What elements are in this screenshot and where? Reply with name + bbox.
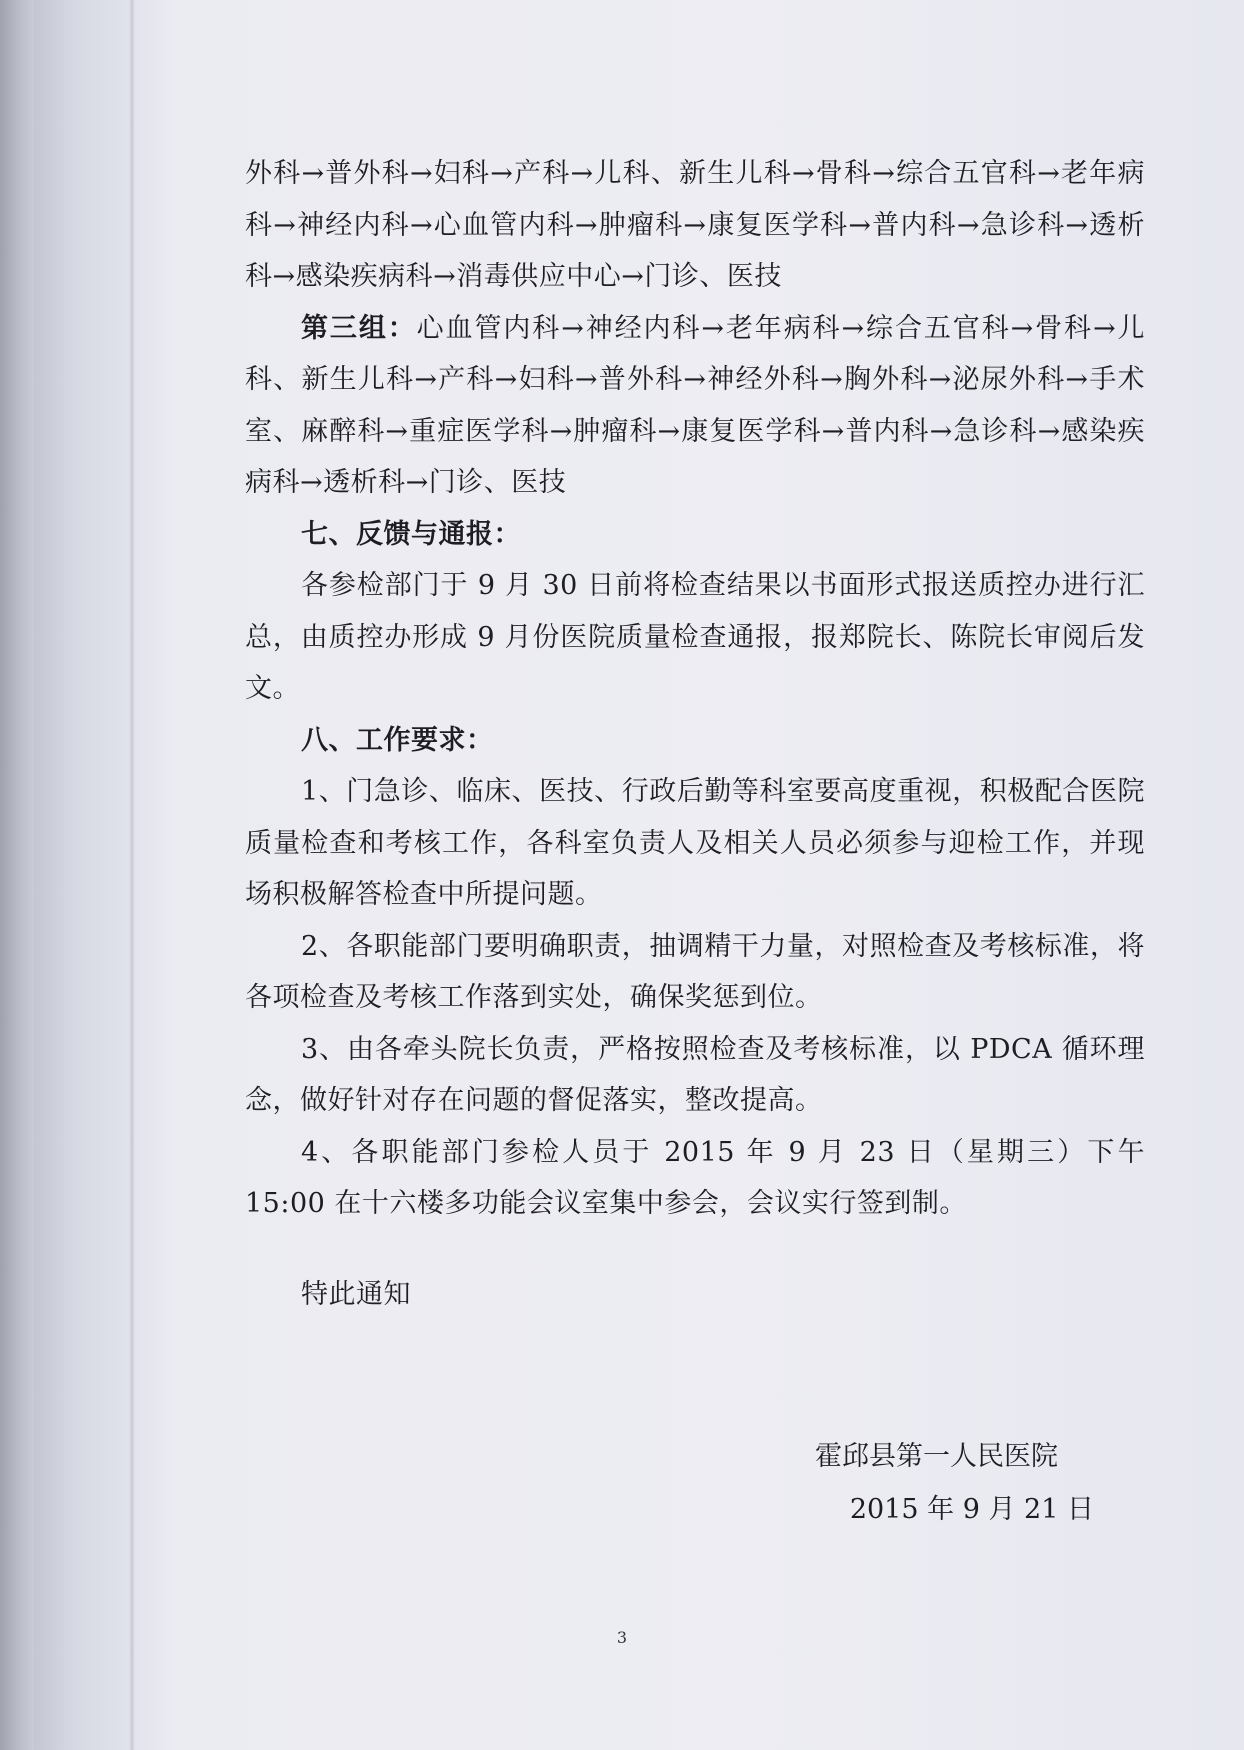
signature-block bbox=[754, 1430, 1094, 1536]
group3-label: 第三组： bbox=[301, 312, 417, 344]
section8-item-2: 2、各职能部门要明确职责，抽调精干力量，对照检查及考核标准，将各项检查及考核工作落到实处，确保奖惩到位。 bbox=[245, 930, 1145, 1013]
section8-item-4: 4、各职能部门参检人员于 2015 年 9 月 23 日（星期三）下午 15:00 在十六楼多功能会议室集中参会，会议实行签到制。 bbox=[245, 1136, 1145, 1219]
paper-fold-line bbox=[129, 0, 135, 1750]
page-number: 3 bbox=[616, 1628, 628, 1647]
group2-continued-paragraph: 外科→普外科→妇科→产科→儿科、新生儿科→骨科→综合五官科→老年病科→神经内科→心血管内科→肿瘤科→康复医学科→普内科→急诊科→透析科→感染疾病科→消毒供应中心→门诊、医技 bbox=[245, 158, 1145, 292]
document-body bbox=[245, 148, 1145, 1320]
section8-item-3: 3、由各牵头院长负责，严格按照检查及考核标准，以 PDCA 循环理念，做好针对存在问题的督促落实，整改提高。 bbox=[245, 1033, 1145, 1116]
group3-text: 心血管内科→神经内科→老年病科→综合五官科→骨科→儿科、新生儿科→产科→妇科→普外科→神经外科→胸外科→泌尿外科→手术室、麻醉科→重症医学科→肿瘤科→康复医学科→普内科→急诊科→感染疾病科→透析科→门诊、医技 bbox=[245, 312, 1145, 498]
section8-item-1: 1、门急诊、临床、医技、行政后勤等科室要高度重视，积极配合医院质量检查和考核工作，各科室负责人及相关人员必须参与迎检工作，并现场积极解答检查中所提问题。 bbox=[245, 776, 1145, 910]
signature-organization: 霍邱县第一人民医院 bbox=[815, 1441, 1058, 1472]
section7-body: 各参检部门于 9 月 30 日前将检查结果以书面形式报送质控办进行汇总，由质控办形成 9 月份医院质量检查通报，报郑院长、陈院长审阅后发文。 bbox=[245, 570, 1145, 704]
group3-paragraph bbox=[245, 303, 1145, 509]
section7-heading: 七、反馈与通报： bbox=[301, 518, 521, 550]
signature-date: 2015 年 9 月 21 日 bbox=[849, 1494, 1094, 1525]
closing-line: 特此通知 bbox=[301, 1278, 411, 1310]
scan-left-edge bbox=[0, 0, 34, 1750]
closing-spacer bbox=[245, 1230, 1145, 1269]
section8-heading: 八、工作要求： bbox=[301, 724, 494, 756]
